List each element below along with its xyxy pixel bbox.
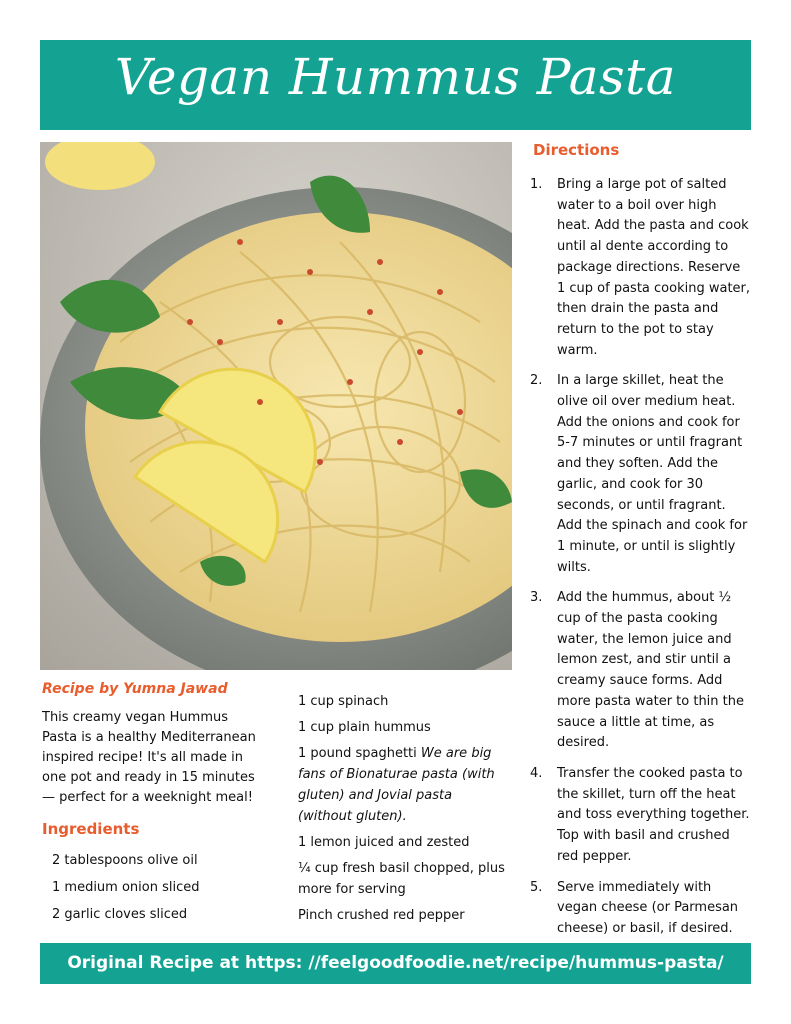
step-number: 4. xyxy=(530,765,543,781)
ingredient-item xyxy=(298,691,510,712)
ingredient-item: 2 garlic cloves sliced xyxy=(52,907,188,922)
ingredient-item xyxy=(298,717,510,738)
ingredient-item xyxy=(298,832,510,853)
direction-step xyxy=(530,878,752,940)
step-number: 3. xyxy=(530,590,543,606)
pasta-photo xyxy=(40,142,512,670)
step-text: Serve immediately with vegan cheese (or Parmesan cheese) or basil, if desired. xyxy=(557,879,739,936)
direction-step xyxy=(530,588,752,754)
step-number: 1. xyxy=(530,177,543,192)
title-banner xyxy=(40,40,751,130)
ingredients-list-left xyxy=(52,852,272,933)
ingredients-heading: Ingredients xyxy=(42,820,140,838)
recipe-author: Recipe by Yumna Jawad xyxy=(42,681,228,697)
step-text: Transfer the cooked pasta to the skillet, turn off the heat and toss everything together. Top with basil and crushed red pepper. xyxy=(557,765,750,864)
ingredient-text: 1 cup plain hummus xyxy=(298,720,431,735)
step-number: 5. xyxy=(530,879,543,895)
step-text: Add the hummus, about ½ cup of the pasta cooking water, the lemon juice and lemon zest, and stir until a creamy sauce forms. Add more pasta water to thin the sauce a little at time, as desired. xyxy=(557,590,745,751)
ingredient-item: 2 tablespoons olive oil xyxy=(52,853,198,868)
directions-list xyxy=(530,175,752,950)
step-text: In a large skillet, heat the olive oil over medium heat. Add the onions and cook for 5-7 minutes or until fragrant and they soften. Add the garlic, and cook for 30 seconds, or until fragrant. Add the spinach and cook for 1 minute, or until is slightly wilts. xyxy=(557,373,748,575)
ingredient-item: 1 medium onion sliced xyxy=(52,880,200,895)
ingredient-text: 1 pound spaghetti xyxy=(298,746,421,761)
ingredient-item xyxy=(298,905,510,926)
page-title: Vegan Hummus Pasta xyxy=(114,48,677,106)
ingredient-text: ¼ cup fresh basil chopped, plus more for serving xyxy=(298,861,505,897)
step-number: 2. xyxy=(530,373,543,389)
ingredient-item xyxy=(298,858,510,900)
step-text: Bring a large pot of salted water to a boil over high heat. Add the pasta and cook until al dente according to package directions. Reserve 1 cup of pasta cooking water, then drain the pasta and return to the pot to stay warm. xyxy=(557,177,751,358)
directions-heading: Directions xyxy=(533,141,620,159)
ingredient-text: Pinch crushed red pepper xyxy=(298,908,465,923)
ingredient-item xyxy=(298,743,510,827)
direction-step xyxy=(530,764,752,868)
ingredients-list-right xyxy=(298,691,510,931)
ingredient-text: 1 lemon juiced and zested xyxy=(298,835,470,850)
ingredient-note: We are big fans of Bionaturae pasta (with gluten) and Jovial pasta (without gluten). xyxy=(298,746,495,824)
direction-step xyxy=(530,371,752,578)
source-link-footer[interactable]: Original Recipe at https: //feelgoodfoodie.net/recipe/hummus-pasta/ xyxy=(40,943,751,984)
recipe-intro: This creamy vegan Hummus Pasta is a healthy Mediterranean inspired recipe! It's all made in one pot and ready in 15 minutes — perfect for a weeknight meal! xyxy=(42,710,256,805)
ingredient-text: 1 cup spinach xyxy=(298,694,389,709)
direction-step xyxy=(530,175,752,361)
